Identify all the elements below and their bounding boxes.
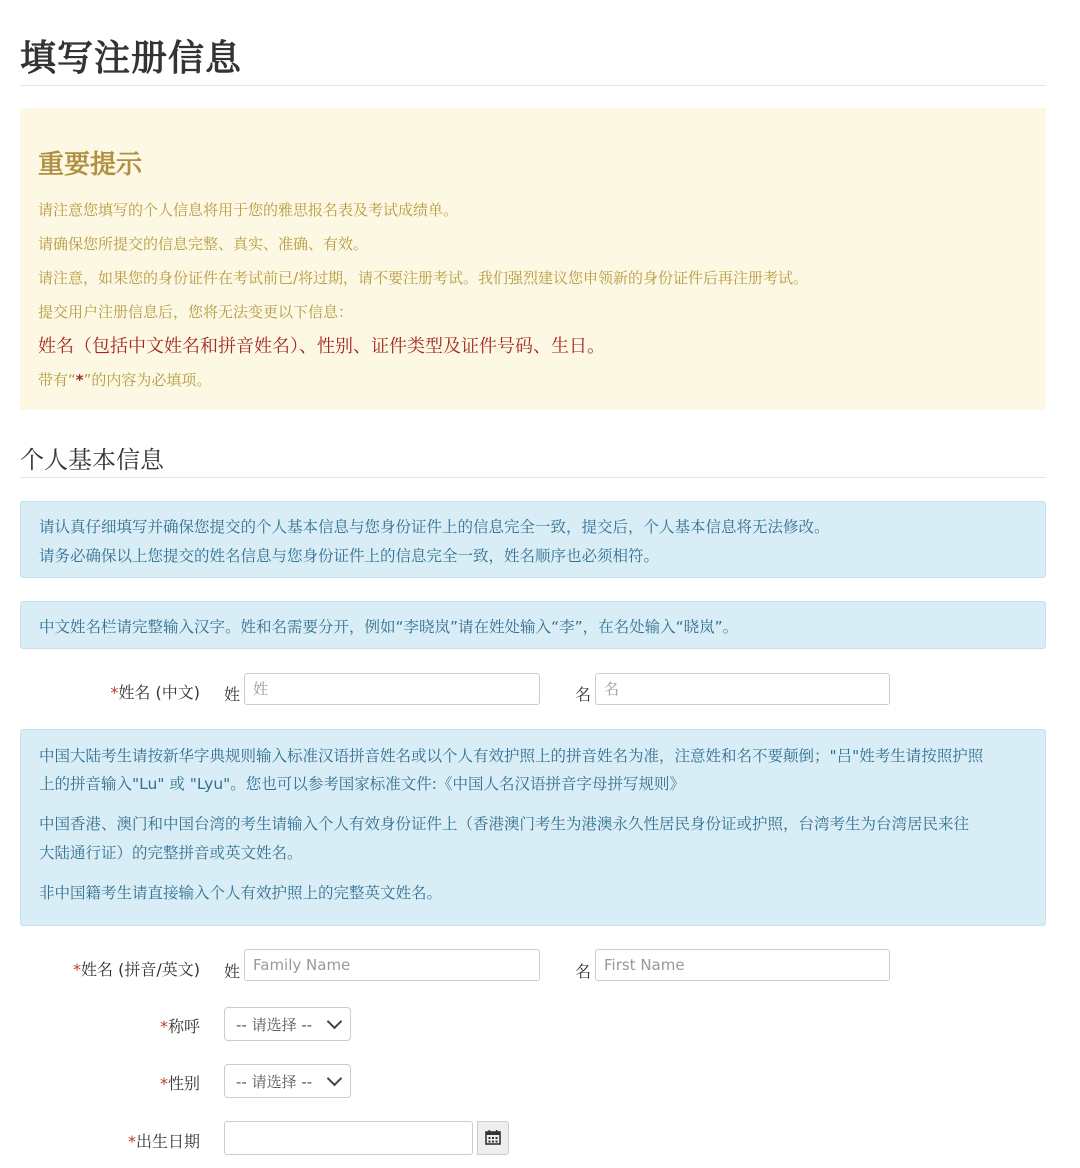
alert-line: 请认真仔细填写并确保您提交的个人基本信息与您身份证件上的信息完全一致，提交后，个人基本信息将无法修改。	[39, 518, 830, 536]
notice-line: 提交用户注册信息后，您将无法变更以下信息：	[38, 303, 354, 321]
calendar-button[interactable]	[477, 1121, 509, 1155]
chinese-name-alert	[20, 601, 1046, 649]
salutation-label	[0, 1014, 200, 1037]
notice-line: 请注意，如果您的身份证件在考试前已/将过期，请不要注册考试。我们强烈建议您申领新的身份证件后再注册考试。	[38, 269, 809, 287]
gender-select[interactable]	[224, 1064, 351, 1098]
chevron-down-icon	[327, 1071, 343, 1087]
pinyin-name-label	[0, 957, 200, 980]
birth-date-label	[0, 1129, 200, 1152]
pinyin-name-alert	[20, 729, 1046, 926]
first-name-input[interactable]	[595, 949, 890, 981]
locked-fields-notice: 姓名（包括中文姓名和拼音姓名）、性别、证件类型及证件号码、生日。	[38, 336, 605, 357]
required-note-suffix: ”的内容为必填项。	[83, 371, 212, 389]
label-text: 姓名 (中文)	[118, 683, 200, 702]
label-text: 姓名 (拼音/英文)	[81, 960, 200, 979]
chinese-name-label	[0, 680, 200, 703]
required-fields-note	[38, 369, 211, 390]
chinese-surname-input[interactable]	[244, 673, 540, 705]
notice-line: 请注意您填写的个人信息将用于您的雅思报名表及考试成绩单。	[38, 201, 459, 219]
select-value: -- 请选择 --	[236, 1072, 313, 1091]
alert-line: 中文姓名栏请完整输入汉字。姓和名需要分开，例如“李晓岚”请在姓处输入“李”，在名处输入“晓岚”。	[39, 618, 739, 636]
important-notice	[20, 108, 1046, 410]
label-text: 性别	[167, 1074, 200, 1093]
alert-line: 大陆通行证）的完整拼音或英文姓名。	[39, 844, 303, 862]
alert-line: 非中国籍考生请直接输入个人有效护照上的完整英文姓名。	[39, 884, 443, 902]
given-name-label: 名	[575, 685, 592, 704]
birth-date-input[interactable]	[224, 1121, 473, 1155]
alert-line: 上的拼音输入"Lu" 或 "Lyu"。您也可以参考国家标准文件:《中国人名汉语拼音字母拼写规则》	[39, 775, 685, 793]
section-divider	[20, 477, 1046, 478]
alert-line: 请务必确保以上您提交的姓名信息与您身份证件上的信息完全一致，姓名顺序也必须相符。	[39, 547, 660, 565]
given-name-label: 名	[575, 962, 592, 981]
required-mark: *	[127, 1132, 136, 1151]
required-mark: *	[110, 683, 119, 702]
alert-line: 中国香港、澳门和中国台湾的考生请输入个人有效身份证件上（香港澳门考生为港澳永久性居民身份证或护照，台湾考生为台湾居民来往	[39, 815, 970, 833]
required-mark: *	[73, 960, 82, 979]
label-text: 出生日期	[135, 1132, 200, 1151]
required-mark: *	[159, 1074, 168, 1093]
chevron-down-icon	[327, 1014, 343, 1030]
gender-label	[0, 1071, 200, 1094]
section-title: 个人基本信息	[20, 446, 164, 474]
page-title: 填写注册信息	[20, 38, 243, 79]
alert-line: 中国大陆考生请按新华字典规则输入标准汉语拼音姓名或以个人有效护照上的拼音姓名为准，注意姓和名不要颠倒；"吕"姓考生请按照护照	[39, 747, 984, 765]
label-text: 称呼	[167, 1017, 200, 1036]
calendar-icon	[478, 1122, 508, 1154]
surname-label: 姓	[224, 685, 241, 704]
select-value: -- 请选择 --	[236, 1015, 313, 1034]
chinese-given-name-input[interactable]	[595, 673, 890, 705]
family-name-input[interactable]	[244, 949, 540, 981]
notice-line: 请确保您所提交的信息完整、真实、准确、有效。	[38, 235, 369, 253]
notice-title: 重要提示	[38, 150, 143, 180]
required-star: *	[75, 371, 84, 389]
required-note-prefix: 带有“	[38, 371, 76, 389]
title-divider	[20, 85, 1046, 86]
surname-label: 姓	[224, 962, 241, 981]
salutation-select[interactable]	[224, 1007, 351, 1041]
required-mark: *	[159, 1017, 168, 1036]
basic-info-alert	[20, 501, 1046, 578]
